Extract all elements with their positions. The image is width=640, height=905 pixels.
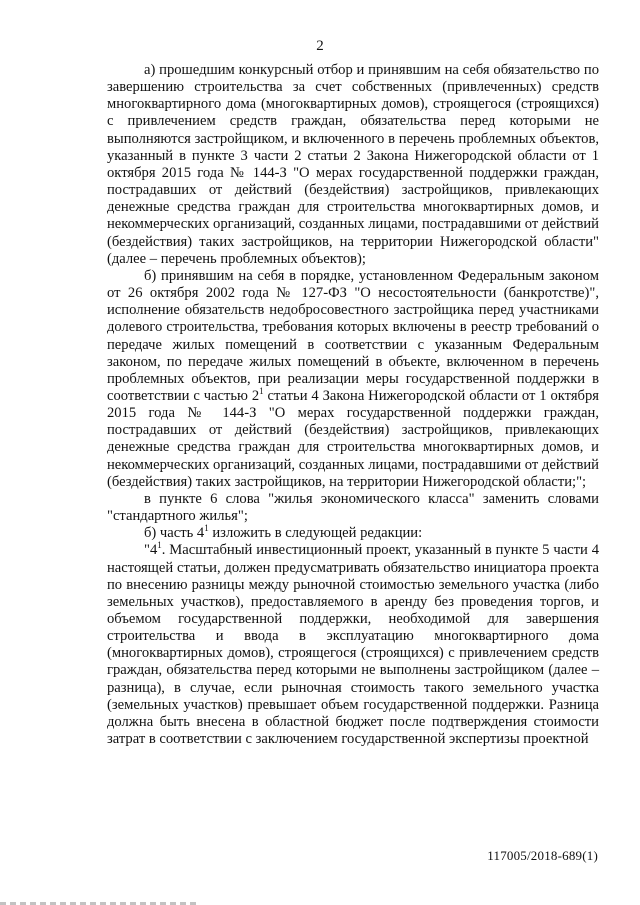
paragraph-e-text-1: "4 <box>144 542 158 559</box>
paragraph-b-text-1: б) принявшим на себя в порядке, установленном Федеральным законом от 26 октября 2002 года № 127-ФЗ "О несостоятельности (банкротстве)", исполнение обязательств недобросовестного застройщика перед участниками долевого строительства, требования которых включены в реестр требований о передаче жилых помещений в соответствии с указанным Федеральным законом, по передаче жилых помещений в объекте, включенном в перечень проблемных объектов, при реализации меры государственной поддержки в соответствии с частью 2 <box>107 267 599 404</box>
paragraph-d-text-2: изложить в следующей редакции: <box>208 525 423 542</box>
paragraph-c: в пункте 6 слова "жилья экономического класса" заменить словами "стандартного жилья"; <box>107 490 599 525</box>
paragraph-d <box>107 525 599 542</box>
paragraph-d-text-1: б) часть 4 <box>144 525 205 542</box>
document-body <box>107 62 599 748</box>
paragraph-e <box>107 542 599 748</box>
paragraph-b <box>107 268 599 491</box>
paragraph-a: а) прошедшим конкурсный отбор и принявшим на себя обязательство по завершению строительства за счет собственных (привлеченных) средств многоквартирного дома (многоквартирных домов), строящегося (строящихся) с привлечением средств граждан, обязательства перед которыми не выполняются застройщиком, и включенного в перечень проблемных объектов, указанный в пункте 3 части 2 статьи 2 Закона Нижегородской области от 1 октября 2015 года № 144-З "О мерах государственной поддержки граждан, пострадавших от действий (бездействия) застройщиков, привлекающих денежные средства граждан для строительства многоквартирных домов, и некоммерческих организаций, созданных лицами, пострадавшими от действий (бездействия) таких застройщиков, на территории Нижегородской области" (далее – перечень проблемных объектов); <box>107 62 599 267</box>
paragraph-e-text-2: . Масштабный инвестиционный проект, указанный в пункте 5 части 4 настоящей статьи, должен предусматривать обязательство инициатора проекта по внесению разницы между рыночной стоимостью земельного участка (либо земельных участков), предоставляемого в аренду без проведения торгов, и объемом государственной поддержки, необходимой для завершения строительства и ввода в эксплуатацию многоквартирного дома (многоквартирных домов), строящегося (строящихся) с привлечением средств граждан, обязательства перед которыми не выполнены застройщиком (далее – разница), в случае, если рыночная стоимость такого земельного участка (земельных участков) превышает объем государственной поддержки. Разница должна быть внесена в областной бюджет после подтверждения стоимости затрат в соответствии с заключением государственной экспертизы проектной <box>107 542 599 748</box>
paragraph-e-superscript: 1 <box>157 540 162 551</box>
paragraph-b-superscript: 1 <box>259 385 264 396</box>
page-number: 2 <box>316 38 324 54</box>
paragraph-b-text-2: статьи 4 Закона Нижегородской области от 1 октября 2015 года № 144-З "О мерах государственной поддержки граждан, пострадавших от действий (бездействия) застройщиков, привлекающих денежные средства граждан для строительства многоквартирных домов, и некоммерческих организаций, созданных лицами, пострадавшими от действий (бездействия) таких застройщиков, на территории Нижегородской области;"; <box>107 387 599 490</box>
document-registration-code: 117005/2018-689(1) <box>487 848 598 863</box>
paragraph-d-superscript: 1 <box>204 523 209 534</box>
